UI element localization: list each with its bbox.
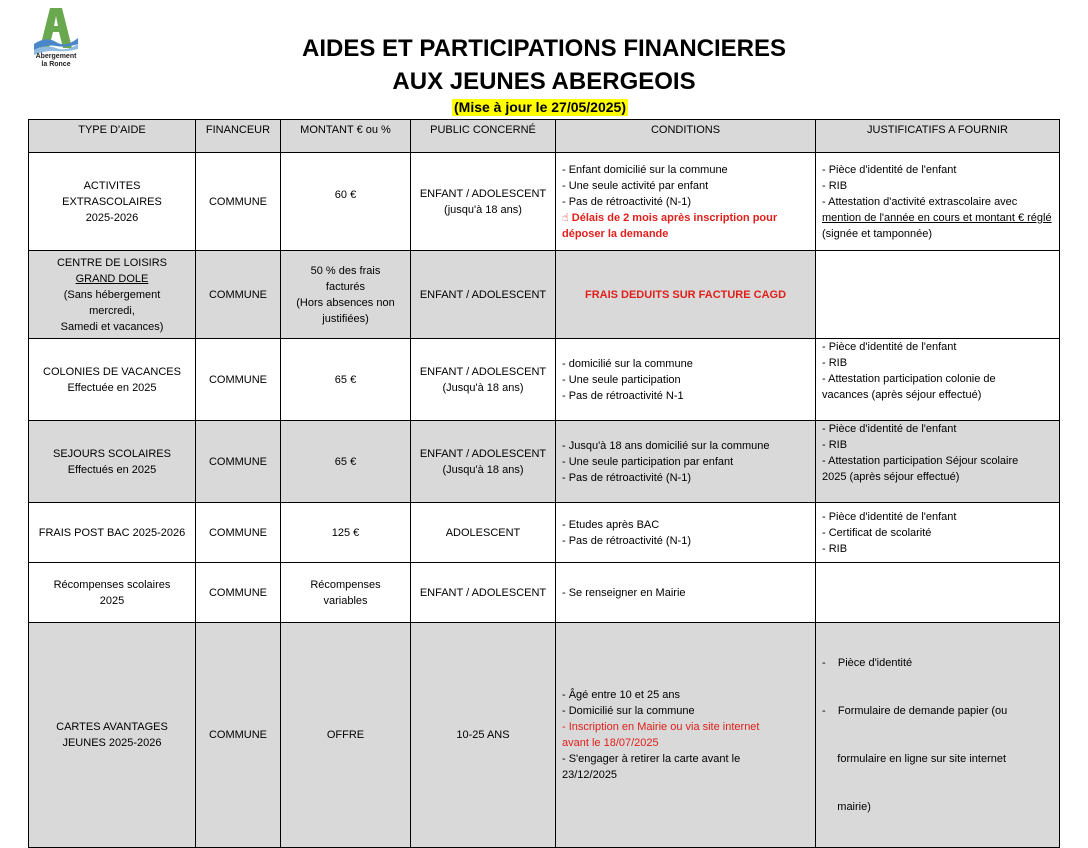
table-row bbox=[29, 503, 1060, 563]
title-line1: AIDES ET PARTICIPATIONS FINANCIERES bbox=[301, 35, 787, 62]
underlined-text: mention de l'année en cours et montant € réglé bbox=[822, 211, 1052, 224]
condition-item: - Pas de rétroactivité N-1 bbox=[562, 389, 684, 402]
condition-item: - Enfant domicilié sur la commune bbox=[562, 163, 728, 176]
cell-type bbox=[29, 153, 196, 251]
condition-item: - Pas de rétroactivité (N-1) bbox=[562, 534, 691, 547]
condition-item: - Jusqu'à 18 ans domicilié sur la commune bbox=[562, 439, 770, 452]
cell-type: FRAIS POST BAC 2025-2026 bbox=[29, 503, 196, 563]
justificatif-item: - RIB bbox=[822, 357, 848, 369]
table-row bbox=[29, 251, 1060, 339]
cell-type bbox=[29, 563, 196, 623]
justificatif-item: mairie) bbox=[822, 801, 871, 813]
cell-conditions bbox=[556, 339, 816, 421]
justificatif-item bbox=[822, 210, 1053, 242]
cell-conditions: FRAIS DEDUITS SUR FACTURE CAGD bbox=[556, 251, 816, 339]
header-conditions: CONDITIONS bbox=[556, 120, 816, 153]
cell-public: ENFANT / ADOLESCENT bbox=[411, 563, 556, 623]
justificatif-item: - Attestation participation Séjour scolaire bbox=[822, 455, 1019, 467]
justificatif-item: - Certificat de scolarité bbox=[822, 526, 932, 539]
cell-justificatifs-empty bbox=[816, 563, 1060, 623]
table-header-row bbox=[29, 120, 1060, 153]
text-tail: (signée et tamponnée) bbox=[822, 227, 933, 240]
justificatif-item: - RIB bbox=[822, 542, 848, 555]
cell-justificatifs bbox=[816, 503, 1060, 563]
text-line: (Jusqu'à 18 ans) bbox=[442, 381, 524, 394]
cell-justificatifs bbox=[816, 339, 1060, 421]
table-row bbox=[29, 153, 1060, 251]
cell-public: ADOLESCENT bbox=[411, 503, 556, 563]
condition-item: - Une seule activité par enfant bbox=[562, 179, 709, 192]
cell-public bbox=[411, 339, 556, 421]
cell-montant bbox=[281, 251, 411, 339]
justificatif-item: - RIB bbox=[822, 439, 848, 451]
text-line: ENFANT / ADOLESCENT bbox=[419, 447, 547, 460]
header-financeur: FINANCEUR bbox=[196, 120, 281, 153]
text-line: Récompenses scolaires bbox=[53, 578, 171, 591]
text-line: ENFANT / ADOLESCENT bbox=[419, 187, 547, 200]
condition-warning: - Inscription en Mairie ou via site internet bbox=[562, 721, 760, 733]
cell-type bbox=[29, 251, 196, 339]
table-row bbox=[29, 563, 1060, 623]
table-row bbox=[29, 339, 1060, 421]
aides-table bbox=[28, 119, 1060, 848]
text-line: (jusqu'à 18 ans) bbox=[444, 203, 522, 216]
text-line: COLONIES DE VACANCES bbox=[43, 365, 181, 378]
update-note: (Mise à jour le 27/05/2025) bbox=[454, 99, 626, 115]
justificatif-item: - Pièce d'identité de l'enfant bbox=[822, 341, 957, 353]
cell-public: ENFANT / ADOLESCENT bbox=[411, 251, 556, 339]
justificatif-item: 2025 (après séjour effectué) bbox=[822, 471, 960, 483]
cell-conditions bbox=[556, 153, 816, 251]
cell-montant: 65 € bbox=[281, 339, 411, 421]
cell-conditions bbox=[556, 503, 816, 563]
cell-montant: 65 € bbox=[281, 421, 411, 503]
condition-item: - Etudes après BAC bbox=[562, 518, 660, 531]
cell-justificatifs bbox=[816, 421, 1060, 503]
text-line: Samedi et vacances) bbox=[60, 320, 164, 333]
condition-item: - Domicilié sur la commune bbox=[562, 705, 695, 717]
cell-financeur: COMMUNE bbox=[196, 251, 281, 339]
logo-line1: Abergement bbox=[35, 53, 77, 60]
condition-item: - Une seule participation bbox=[562, 373, 681, 386]
justificatif-item: - RIB bbox=[822, 179, 848, 192]
text-line: GRAND DOLE bbox=[75, 272, 149, 285]
cell-conditions: - Se renseigner en Mairie bbox=[556, 563, 816, 623]
text-line: 50 % des frais bbox=[310, 264, 381, 277]
text-line: facturés bbox=[325, 280, 366, 293]
condition-item: - Pas de rétroactivité (N-1) bbox=[562, 471, 691, 484]
justificatif-item: - Pièce d'identité de l'enfant bbox=[822, 510, 957, 523]
cell-financeur: COMMUNE bbox=[196, 339, 281, 421]
condition-warning: ☝ Délais de 2 mois après inscription pour déposer la demande bbox=[562, 211, 778, 240]
text-line: Effectués en 2025 bbox=[67, 463, 157, 476]
table-row bbox=[29, 623, 1060, 848]
text-line: SEJOURS SCOLAIRES bbox=[53, 447, 171, 460]
cell-type bbox=[29, 623, 196, 848]
justificatif-item: vacances (après séjour effectué) bbox=[822, 389, 982, 401]
text-line: (Jusqu'à 18 ans) bbox=[442, 463, 524, 476]
justificatif-item: - Pièce d'identité de l'enfant bbox=[822, 423, 957, 435]
cell-montant: 125 € bbox=[281, 503, 411, 563]
text-line: ACTIVITES EXTRASCOLAIRES bbox=[62, 179, 162, 208]
text-line: CARTES AVANTAGES bbox=[56, 721, 168, 733]
text-line: (Sans hébergement bbox=[63, 288, 161, 301]
condition-item: - S'engager à retirer la carte avant le bbox=[562, 753, 741, 765]
cell-justificatifs-empty bbox=[816, 251, 1060, 339]
cell-conditions bbox=[556, 421, 816, 503]
cell-financeur: COMMUNE bbox=[196, 503, 281, 563]
text-line: variables bbox=[323, 594, 368, 607]
justificatif-item: formulaire en ligne sur site internet bbox=[822, 753, 1007, 765]
cell-justificatifs bbox=[816, 623, 1060, 848]
text-line: Récompenses bbox=[310, 578, 381, 591]
condition-item: - Âgé entre 10 et 25 ans bbox=[562, 689, 681, 701]
cell-financeur: COMMUNE bbox=[196, 153, 281, 251]
text-line: mercredi, bbox=[89, 304, 135, 317]
cell-montant: OFFRE bbox=[281, 623, 411, 848]
header-public: PUBLIC CONCERNÉ bbox=[411, 120, 556, 153]
condition-item: - domicilié sur la commune bbox=[562, 357, 693, 370]
header-justificatifs: JUSTIFICATIFS A FOURNIR bbox=[816, 120, 1060, 153]
cell-public bbox=[411, 153, 556, 251]
condition-item: 23/12/2025 bbox=[562, 769, 618, 781]
justificatif-item: - Formulaire de demande papier (ou bbox=[822, 705, 1008, 717]
condition-warning: avant le 18/07/2025 bbox=[562, 737, 659, 749]
title-line2: AUX JEUNES ABERGEOIS bbox=[392, 68, 696, 95]
text-line: ENFANT / ADOLESCENT bbox=[419, 365, 547, 378]
header-type: TYPE D'AIDE bbox=[29, 120, 196, 153]
justificatif-item: - Attestation d'activité extrascolaire avec bbox=[822, 195, 1018, 208]
cell-conditions bbox=[556, 623, 816, 848]
cell-financeur: COMMUNE bbox=[196, 421, 281, 503]
cell-montant: 60 € bbox=[281, 153, 411, 251]
cell-financeur: COMMUNE bbox=[196, 563, 281, 623]
cell-financeur: COMMUNE bbox=[196, 623, 281, 848]
cell-justificatifs bbox=[816, 153, 1060, 251]
text-line: CENTRE DE LOISIRS bbox=[56, 256, 168, 269]
table-row bbox=[29, 421, 1060, 503]
text-line: (Hors absences non bbox=[296, 296, 395, 309]
text-line: JEUNES 2025-2026 bbox=[62, 737, 162, 749]
justificatif-item: - Pièce d'identité de l'enfant bbox=[822, 163, 957, 176]
header-montant: MONTANT € ou % bbox=[281, 120, 411, 153]
cell-type bbox=[29, 339, 196, 421]
justificatif-item: - Attestation participation colonie de bbox=[822, 373, 996, 385]
text-line: justifiées) bbox=[322, 312, 369, 325]
text-line: 2025-2026 bbox=[85, 211, 139, 224]
cell-type bbox=[29, 421, 196, 503]
cell-public bbox=[411, 421, 556, 503]
cell-montant bbox=[281, 563, 411, 623]
text-line: Effectuée en 2025 bbox=[67, 381, 157, 394]
justificatif-item: - Pièce d'identité bbox=[822, 657, 913, 669]
condition-item: - Pas de rétroactivité (N-1) bbox=[562, 195, 691, 208]
cell-public: 10-25 ANS bbox=[411, 623, 556, 848]
logo-line2: la Ronce bbox=[41, 61, 71, 68]
text-line: 2025 bbox=[99, 594, 125, 607]
condition-item: - Une seule participation par enfant bbox=[562, 455, 734, 468]
